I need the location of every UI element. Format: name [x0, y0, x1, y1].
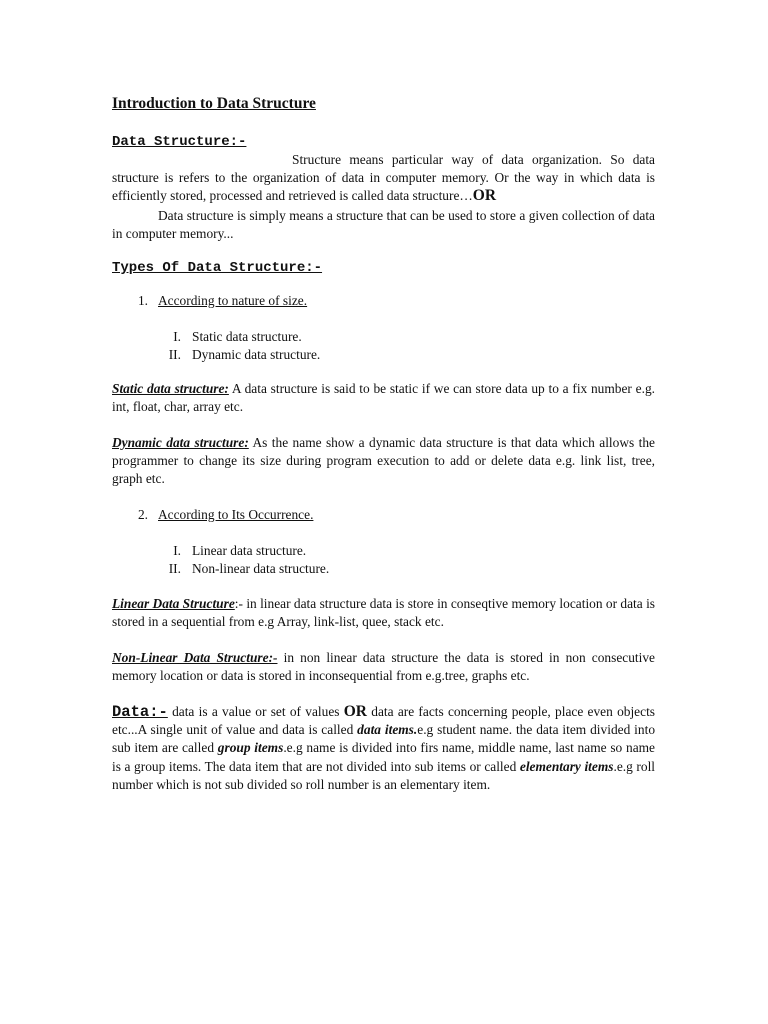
roman-numeral: II.: [168, 347, 181, 362]
list-number: 2.: [137, 507, 148, 522]
list-item-text: Static data structure.: [192, 329, 302, 344]
data-paragraph: [112, 703, 655, 794]
list-item-text: Linear data structure.: [192, 543, 307, 558]
list-label: According to nature of size.: [158, 293, 308, 308]
paragraph-text: Structure means particular way of data organization. So data structure is refers to the organization of data in computer memory. Or the way in which data is efficiently stored, processed and retrieved is called data structure…: [112, 152, 655, 204]
term-elementary-items: elementary items: [519, 758, 614, 774]
term: Non-Linear Data Structure:-: [112, 650, 278, 665]
list1-header: [112, 292, 307, 310]
list-item: [112, 346, 320, 364]
definition-text: in linear data structure data is store in conseqtive memory location or data is stored in a sequential from e.g Array, link-list, quee, stack etc.: [112, 596, 656, 630]
term: Static data structure:: [112, 381, 229, 396]
paragraph-text: .e.g roll number which is not sub divided so roll number is an elementary item.: [112, 758, 656, 792]
data-structure-paragraph-2: Data structure is simply means a structure that can be used to store a given collection of data in computer memory...: [112, 208, 655, 242]
heading-types: Types Of Data Structure:-: [112, 260, 323, 276]
term-data-items: data items.: [357, 722, 418, 738]
list-item-text: Non-linear data structure.: [192, 561, 330, 576]
or-word: OR: [472, 187, 497, 205]
list2-header: [112, 506, 313, 524]
list-item: [112, 560, 329, 578]
roman-numeral: I.: [173, 329, 181, 344]
list-item: [112, 328, 302, 346]
static-definition: [112, 380, 655, 416]
list-number: 1.: [137, 293, 148, 308]
paragraph-text: data is a value or set of values: [167, 704, 344, 719]
list-item: [112, 542, 306, 560]
term: Dynamic data structure:: [112, 435, 249, 450]
heading-data-structure: Data Structure:-: [112, 134, 247, 150]
definition-text: A data structure is said to be static if we can store data up to a fix number e.g. int, float, char, array etc.: [112, 381, 655, 415]
definition-text: As the name show a dynamic data structure is that data which allows the programmer to change its size during program execution to add or delete data e.g. link list, tree, graph etc.: [112, 435, 655, 487]
paragraph-text: e.g student name. the data item divided into sub item are called: [112, 722, 656, 756]
list-label: According to Its Occurrence.: [158, 507, 314, 522]
linear-definition: [112, 595, 655, 631]
nonlinear-definition: [112, 649, 655, 685]
paragraph-text: data are facts concerning people, place even objects etc...A single unit of value and data is called: [112, 704, 656, 738]
term: Linear Data Structure: [112, 596, 235, 611]
or-word: OR: [343, 703, 367, 720]
paragraph-text: .e.g name is divided into firs name, middle name, last name so name is a group items. The data item that are not divided into sub items or called: [112, 740, 655, 774]
data-structure-paragraph-1: [112, 151, 655, 206]
roman-numeral: II.: [168, 561, 181, 576]
data-heading: Data:-: [112, 703, 168, 721]
page-title: Introduction to Data Structure: [112, 95, 316, 112]
roman-numeral: I.: [173, 543, 181, 558]
list-item-text: Dynamic data structure.: [192, 347, 321, 362]
term-group-items: group items: [217, 740, 284, 756]
definition-text: in non linear data structure the data is stored in non consecutive memory location or data is stored in inconsequential from e.g.tree, graphs etc.: [112, 650, 655, 684]
dynamic-definition: [112, 434, 655, 489]
term-separator: :-: [234, 596, 243, 611]
